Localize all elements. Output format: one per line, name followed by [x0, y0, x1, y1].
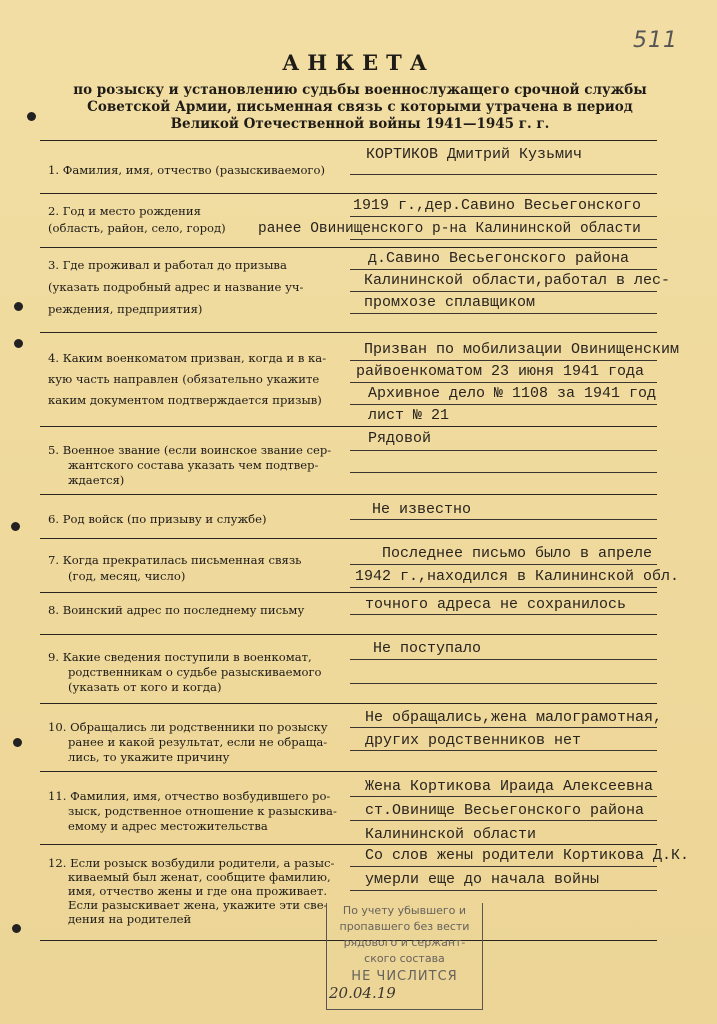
answer-6-line-1: Не известно: [372, 501, 472, 518]
answer-10-line-1: Не обращались,жена малограмотная,: [365, 709, 663, 726]
document-subtitle: [60, 82, 660, 133]
answer-4-line-3: Архивное дело № 1108 за 1941 год: [368, 385, 657, 402]
answer-12-line-1: Со слов жены родители Кортикова Д.К.: [365, 847, 690, 864]
question-2: 2. Год и место рождения (область, район, село, город): [48, 204, 226, 235]
binder-hole: [14, 339, 23, 348]
binder-hole: [13, 738, 22, 747]
question-12: 12. Если розыск возбудили родители, а разыс- киваемый был женат, сообщите фамилию, имя, отчество жены и где она проживает. Если разыскивает жена, укажите эти све- дения на родителей: [48, 856, 335, 926]
stamp-line: ского состава: [364, 952, 445, 965]
answer-11-line-1: Жена Кортикова Ираида Алексеевна: [365, 778, 654, 795]
question-10: 10. Обращались ли родственники по розыску ранее и какой результат, если не обраща- лись, то укажите причину: [48, 720, 328, 764]
question-7: 7. Когда прекратилась письменная связь (год, месяц, число): [48, 553, 302, 583]
answer-line: [350, 382, 657, 383]
stamp-line: По учету убывшего и: [342, 904, 467, 917]
answer-line: [350, 564, 657, 565]
answer-4-line-2: райвоенкоматом 23 июня 1941 года: [356, 363, 645, 380]
binder-hole: [12, 924, 21, 933]
answer-line: [350, 472, 657, 473]
row-divider: [40, 247, 657, 248]
row-divider: [40, 844, 657, 845]
answer-10-line-2: других родственников нет: [365, 732, 582, 749]
subtitle-line: по розыску и установлению судьбы военнослужащего срочной службы: [73, 82, 647, 98]
answer-2-line-2: ранее Овинищенского р-на Калининской области: [258, 221, 641, 237]
question-4: 4. Каким военкоматом призван, когда и в ка- кую часть направлен (обязательно укажите каким документом подтверждается призыв): [48, 351, 327, 407]
answer-3-line-3: промхозе сплавщиком: [364, 294, 536, 311]
question-9: 9. Какие сведения поступили в военкомат, родственникам о судьбе разыскиваемого (указать от кого и когда): [48, 650, 322, 694]
answer-line: [350, 269, 657, 270]
question-5: 5. Военное звание (если воинское звание сер- жантского состава указать чем подтвер- ждается): [48, 443, 332, 487]
stamp-date: 20.04.19: [329, 984, 396, 1002]
answer-line: [350, 313, 657, 314]
answer-line: [350, 659, 657, 660]
binder-hole: [27, 112, 36, 121]
row-divider: [40, 538, 657, 539]
answer-line: [350, 404, 657, 405]
row-divider: [40, 332, 657, 333]
row-divider: [40, 426, 657, 427]
answer-line: [350, 890, 657, 891]
answer-line: [350, 727, 657, 728]
answer-line: [350, 239, 657, 240]
row-divider: [40, 771, 657, 772]
answer-3-line-1: д.Савино Весьегонского района: [368, 250, 630, 267]
answer-2-line-1: 1919 г.,дер.Савино Весьегонского: [353, 197, 642, 214]
answer-line: [350, 291, 657, 292]
row-divider: [40, 634, 657, 635]
row-divider: [40, 494, 657, 495]
answer-11-line-3: Калининской области: [365, 826, 537, 843]
answer-4-line-1: Призван по мобилизации Овинищенским: [364, 341, 680, 358]
answer-line: [350, 614, 657, 615]
stamp-line: пропавшего без вести: [339, 920, 470, 933]
answer-8-line-1: точного адреса не сохранилось: [365, 596, 627, 613]
subtitle-line: Великой Отечественной войны 1941—1945 г. г.: [170, 116, 550, 132]
stamp-line: рядового и сержант-: [343, 936, 466, 949]
archive-page-number: 511: [633, 28, 678, 53]
answer-line: [350, 683, 657, 684]
answer-7-line-1: Последнее письмо было в апреле: [382, 545, 653, 562]
answer-5-line-1: Рядовой: [368, 430, 432, 447]
answer-7-line-2: 1942 г.,находился в Калининской обл.: [355, 568, 680, 585]
answer-line: [350, 587, 657, 588]
question-1: 1. Фамилия, имя, отчество (разыскиваемого): [48, 163, 326, 177]
answer-line: [350, 796, 657, 797]
row-divider: [40, 193, 657, 194]
answer-1-line-1: КОРТИКОВ Дмитрий Кузьмич: [366, 146, 583, 163]
row-divider: [40, 703, 657, 704]
document-title: АНКЕТА: [282, 50, 435, 75]
question-11: 11. Фамилия, имя, отчество возбудившего ро- зыск, родственное отношение к разыскива- емому и адрес местожительства: [48, 789, 337, 833]
binder-hole: [11, 522, 20, 531]
answer-line: [350, 360, 657, 361]
answer-9-line-1: Не поступало: [373, 640, 482, 657]
answer-12-line-2: умерли еще до начала войны: [365, 871, 600, 888]
subtitle-line: Советской Армии, письменная связь с которыми утрачена в период: [87, 99, 633, 115]
question-3: 3. Где проживал и работал до призыва (указать подробный адрес и название уч- реждения, предприятия): [48, 258, 304, 316]
row-divider: [40, 592, 657, 593]
answer-line: [350, 866, 657, 867]
question-6: 6. Род войск (по призыву и службе): [48, 512, 267, 526]
answer-3-line-2: Калининской области,работал в лес-: [364, 272, 671, 289]
answer-line: [350, 216, 657, 217]
answer-11-line-2: ст.Овинище Весьегонского района: [365, 802, 645, 819]
answer-4-line-4: лист № 21: [368, 407, 450, 424]
binder-hole: [14, 302, 23, 311]
answer-line: [350, 450, 657, 451]
answer-line: [350, 519, 657, 520]
question-8: 8. Воинский адрес по последнему письму: [48, 603, 305, 617]
row-divider: [40, 140, 657, 141]
answer-line: [350, 820, 657, 821]
stamp-status: НЕ ЧИСЛИТСЯ: [351, 969, 458, 984]
registry-stamp: [326, 903, 483, 1010]
answer-line: [350, 750, 657, 751]
answer-line: [350, 174, 657, 175]
